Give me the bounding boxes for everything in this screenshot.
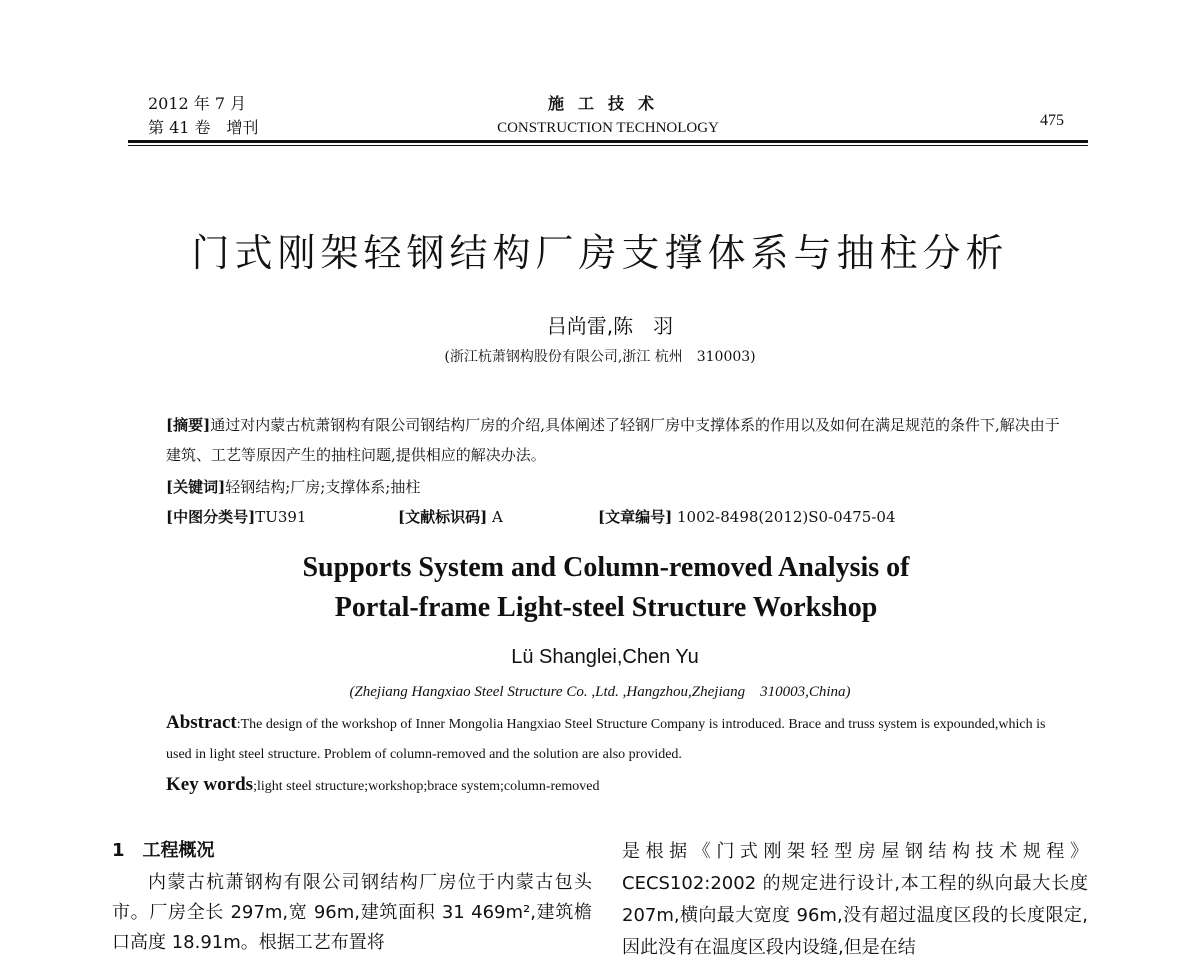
- keywords-en: [166, 770, 1066, 802]
- keywords-label-en: Key words: [166, 774, 254, 795]
- header-rule-thin: [128, 145, 1088, 146]
- authors-cn: 吕尚雷,陈 羽: [546, 314, 674, 338]
- abstract-label-en: Abstract: [166, 712, 237, 733]
- article-number: [文章编号] 1002-8498(2012)S0-0475-04: [598, 508, 896, 526]
- affiliation-en: (Zhejiang Hangxiao Steel Structure Co. ,Ltd. ,Hangzhou,Zhejiang 310003,China): [349, 684, 851, 700]
- page-number: 475: [1040, 112, 1064, 129]
- abstract-en: [166, 708, 1066, 770]
- title-en-line-1: Supports System and Column-removed Analysis of: [302, 552, 910, 583]
- article-title-cn: 门式刚架轻钢结构厂房支撑体系与抽柱分析: [191, 231, 1009, 275]
- keywords-label-cn: [关键词]: [166, 478, 226, 496]
- keywords-text-cn: 轻钢结构;厂房;支撑体系;抽柱: [225, 478, 421, 496]
- journal-name-en: CONSTRUCTION TECHNOLOGY: [497, 120, 719, 136]
- abstract-text-cn: 通过对内蒙古杭萧钢构有限公司钢结构厂房的介绍,具体阐述了轻钢厂房中支撑体系的作用以及如何在满足规范的条件下,解决由于建筑、工艺等原因产生的抽柱问题,提供相应的解决办法。: [166, 416, 1060, 464]
- header-journal: [480, 92, 736, 140]
- affiliation-cn: (浙江杭萧钢构股份有限公司,浙江 杭州 310003): [444, 349, 756, 365]
- keywords-text-en: ;light steel structure;workshop;brace system;column-removed: [253, 779, 600, 794]
- body-right-column: [622, 836, 1088, 964]
- body-left-column: [112, 836, 592, 958]
- title-en-line-2: Portal-frame Light-steel Structure Workshop: [334, 592, 878, 623]
- article-title-en: [0, 548, 1200, 628]
- abstract-label-cn: [摘要]: [166, 416, 211, 434]
- header-volume: 第 41 卷 增刊: [148, 118, 259, 137]
- authors-en: Lü Shanglei,Chen Yu: [511, 646, 699, 668]
- header-issue-info: [148, 92, 259, 140]
- header-date: 2012 年 7 月: [148, 94, 247, 113]
- section-heading: 1 工程概况: [112, 840, 215, 861]
- keywords-cn: [166, 472, 1066, 502]
- document-code: [文献标识码] A: [398, 508, 503, 526]
- journal-name-cn: 施工技术: [547, 94, 668, 113]
- body-paragraph-right: 是根据《门式刚架轻型房屋钢结构技术规程》CECS102:2002 的规定进行设计,本工程的纵向最大长度 207m,横向最大宽度 96m,没有超过温度区段的长度限定,因此没有在温度区段内设缝,但是在结: [622, 841, 1088, 958]
- clc-code: [中图分类号]TU391: [166, 508, 307, 526]
- header-rule-thick: [128, 140, 1088, 143]
- body-paragraph-left: 内蒙古杭萧钢构有限公司钢结构厂房位于内蒙古包头市。厂房全长 297m,宽 96m,建筑面积 31 469m²,建筑檐口高度 18.91m。根据工艺布置将: [112, 872, 592, 953]
- abstract-text-en: :The design of the workshop of Inner Mongolia Hangxiao Steel Structure Company is introduced. Brace and truss system is expounded,which is used in light steel structure. Problem of column-removed and the solution are also provided.: [166, 717, 1046, 762]
- abstract-cn: [166, 410, 1066, 470]
